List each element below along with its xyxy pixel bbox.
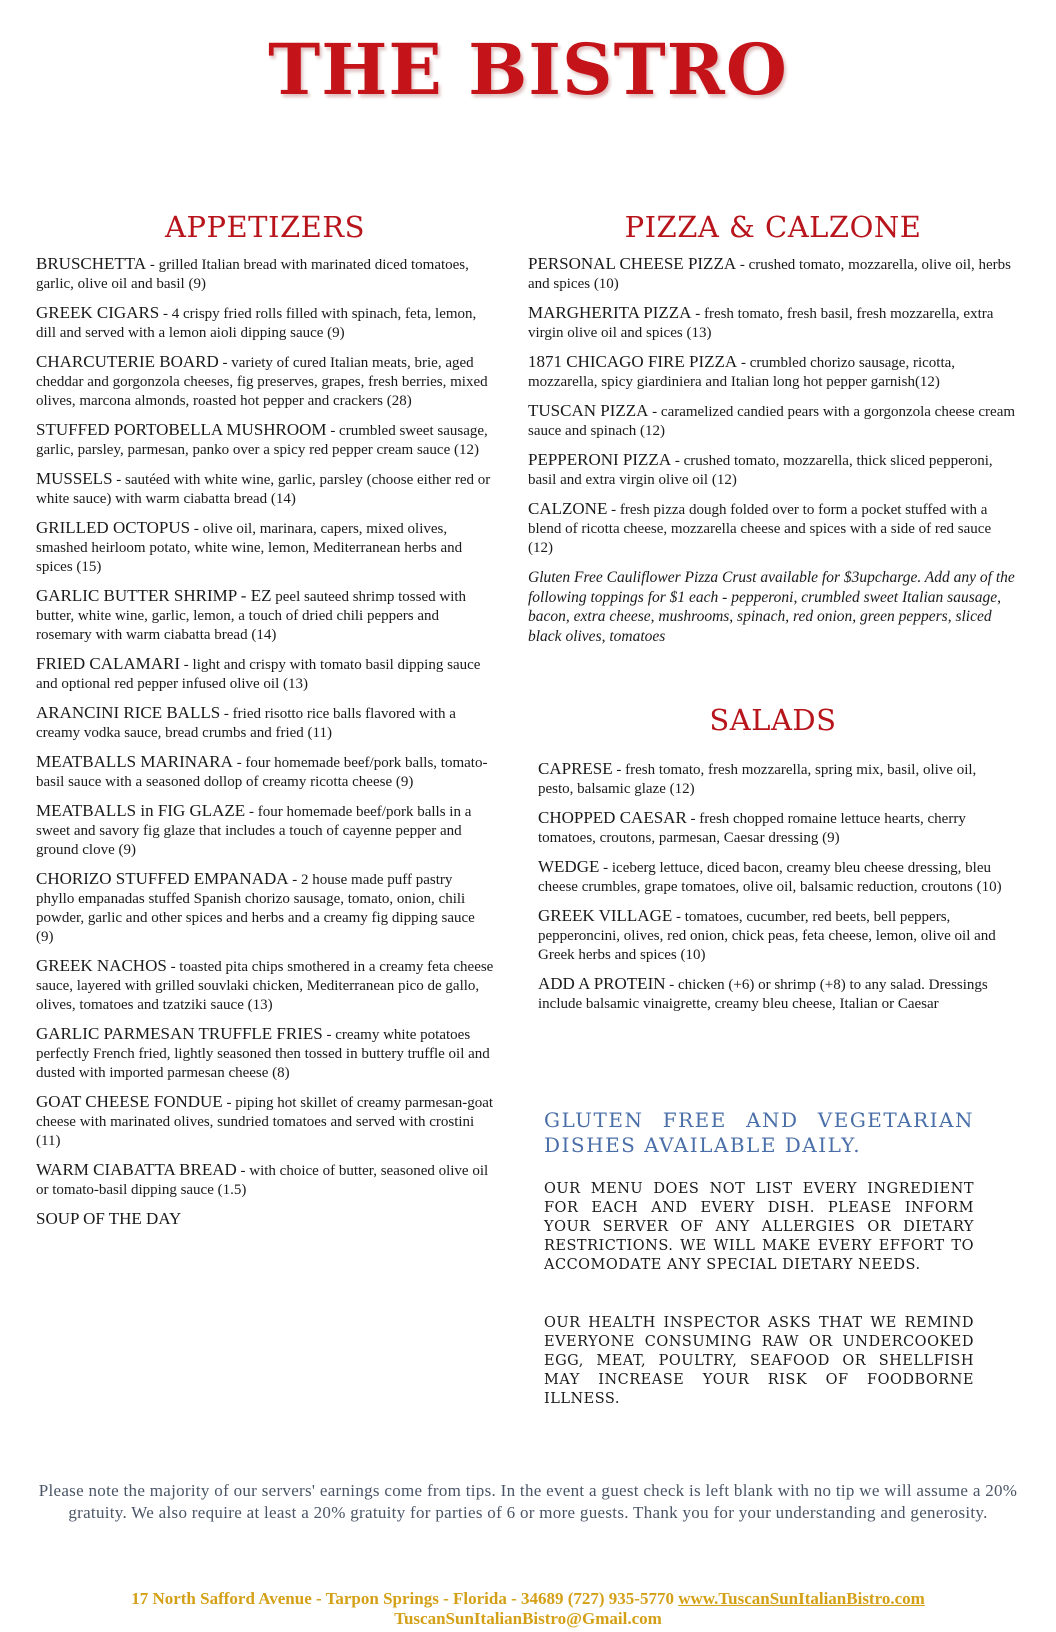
- menu-item-name: GREEK NACHOS: [36, 956, 167, 975]
- menu-item: [528, 254, 1018, 294]
- menu-item: [528, 352, 1018, 392]
- menu-item-description: - creamy white potatoes perfectly French fried, lightly seasoned then tossed in buttery truffle oil and dusted with imported parmesan cheese (8): [36, 1027, 490, 1081]
- pizza-heading: PIZZA & CALZONE: [624, 210, 922, 244]
- menu-item: [538, 808, 1008, 848]
- ingredients-disclaimer: OUR MENU DOES NOT LIST EVERY INGREDIENT FOR EACH AND EVERY DISH. PLEASE INFORM YOUR SERVER OF ANY ALLERGIES OR DIETARY RESTRICTIONS. WE WILL MAKE EVERY EFFORT TO ACCOMODATE ANY SPECIAL DIETARY NEEDS.: [544, 1181, 974, 1273]
- menu-item: [36, 1024, 494, 1083]
- menu-item-description: - chicken (+6) or shrimp (+8) to any salad. Dressings include balsamic vinaigrette, creamy bleu cheese, Italian or Caesar: [538, 977, 988, 1012]
- email[interactable]: TuscanSunItalianBistro@Gmail.com: [394, 1609, 662, 1628]
- menu-item: [36, 869, 494, 947]
- menu-item-description: - fresh pizza dough folded over to form a pocket stuffed with a blend of ricotta cheese, mozzarella cheese and spices with a side of red sauce (12): [528, 502, 992, 556]
- menu-item-name: ARANCINI RICE BALLS: [36, 703, 221, 722]
- menu-item-description: - crushed tomato, mozzarella, olive oil, herbs and spices (10): [528, 257, 1012, 292]
- gratuity-notice: Please note the majority of our servers' earnings come from tips. In the event a guest check is left blank with no tip we will assume a 20% gratuity. We also require at least a 20% gratuity for parties of 6 or more guests. Thank you for your understanding and generosity.: [38, 1481, 1018, 1522]
- menu-item: [538, 906, 1008, 965]
- menu-item: [528, 303, 1018, 343]
- menu-item-name: PERSONAL CHEESE PIZZA: [528, 254, 737, 273]
- menu-item-description: - crumbled sweet sausage, garlic, parsley, parmesan, panko over a spicy red pepper cream sauce (12): [36, 423, 488, 458]
- salads-list: [538, 759, 1008, 1014]
- menu-item-name: MEATBALLS MARINARA: [36, 752, 233, 771]
- menu-item-description: peel sauteed shrimp tossed with butter, white wine, garlic, lemon, a touch of dried chili peppers and rosemary with warm ciabatta bread (14): [36, 589, 467, 643]
- menu-item: [528, 401, 1018, 441]
- restaurant-title: THE BISTRO: [268, 28, 788, 111]
- menu-item-description: - olive oil, marinara, capers, mixed olives, smashed heirloom potato, white wine, lemon, Mediterranean herbs and spices (15): [36, 521, 463, 575]
- menu-item-name: TUSCAN PIZZA: [528, 401, 649, 420]
- menu-item: [36, 518, 494, 577]
- menu-item: [528, 499, 1018, 558]
- menu-item-name: CHOPPED CAESAR: [538, 808, 687, 827]
- menu-item-name: FRIED CALAMARI: [36, 654, 181, 673]
- menu-item-name: BRUSCHETTA: [36, 254, 147, 273]
- menu-item: [36, 654, 494, 694]
- menu-item-description: - crumbled chorizo sausage, ricotta, mozzarella, spicy giardiniera and Italian long hot pepper garnish(12): [528, 355, 956, 390]
- menu-item-description: - caramelized candied pears with a gorgonzola cheese cream sauce and spinach (12): [528, 404, 1016, 439]
- appetizers-list: [36, 254, 494, 1230]
- menu-item-name: GARLIC PARMESAN TRUFFLE FRIES: [36, 1024, 323, 1043]
- menu-item-description: - variety of cured Italian meats, brie, aged cheddar and gorgonzola cheeses, fig preserves, grapes, fresh berries, mixed olives, marcona almonds, roasted hot pepper and crackers (28): [36, 355, 488, 409]
- menu-item-name: STUFFED PORTOBELLA MUSHROOM: [36, 420, 327, 439]
- menu-item-description: - sautéed with white wine, garlic, parsley (choose either red or white sauce) with warm ciabatta bread (14): [36, 472, 491, 507]
- menu-item: [36, 801, 494, 860]
- menu-item-description: - fresh tomato, fresh basil, fresh mozzarella, extra virgin olive oil and spices (13): [528, 306, 994, 341]
- menu-item-description: - four homemade beef/pork balls in a sweet and savory fig glaze that includes a touch of cayenne pepper and ground clove (9): [36, 804, 472, 858]
- menu-item-name: GOAT CHEESE FONDUE: [36, 1092, 223, 1111]
- appetizers-section: [36, 210, 494, 1239]
- menu-item-description: - toasted pita chips smothered in a creamy feta cheese sauce, layered with grilled souvlaki chicken, Mediterranean pico de gallo, olives, tomatoes and tzatziki sauce (13): [36, 959, 494, 1013]
- menu-item: [36, 1092, 494, 1151]
- menu-item-name: CALZONE: [528, 499, 608, 518]
- menu-item-name: GRILLED OCTOPUS: [36, 518, 191, 537]
- menu-item: [36, 1160, 494, 1200]
- menu-item-name: MARGHERITA PIZZA: [528, 303, 692, 322]
- menu-item-description: - with choice of butter, seasoned olive oil or tomato-basil dipping sauce (1.5): [36, 1163, 489, 1198]
- salads-heading: SALADS: [709, 703, 837, 737]
- menu-item-description: - iceberg lettuce, diced bacon, creamy bleu cheese dressing, bleu cheese crumbles, grape tomatoes, olive oil, balsamic reduction, croutons (10): [538, 860, 1002, 895]
- menu-item-name: WARM CIABATTA BREAD: [36, 1160, 237, 1179]
- health-disclaimer: OUR HEALTH INSPECTOR ASKS THAT WE REMIND EVERYONE CONSUMING RAW OR UNDERCOOKED EGG, MEAT, POULTRY, SEAFOOD OR SHELLFISH MAY INCREASE YOUR RISK OF FOODBORNE ILLNESS.: [544, 1315, 974, 1407]
- menu-item-name: GREEK CIGARS: [36, 303, 160, 322]
- menu-item-name: MUSSELS: [36, 469, 113, 488]
- salads-section: [538, 703, 1008, 1023]
- menu-item: [36, 420, 494, 460]
- menu-item-name: CHORIZO STUFFED EMPANADA: [36, 869, 289, 888]
- menu-item-name: SOUP OF THE DAY: [36, 1209, 182, 1228]
- website-link[interactable]: www.TuscanSunItalianBistro.com: [678, 1589, 925, 1608]
- menu-item: [36, 1209, 494, 1230]
- menu-item: [36, 352, 494, 411]
- menu-item-name: CHARCUTERIE BOARD: [36, 352, 219, 371]
- menu-item: [36, 956, 494, 1015]
- menu-item-name: MEATBALLS in FIG GLAZE: [36, 801, 246, 820]
- menu-item-description: - piping hot skillet of creamy parmesan-goat cheese with marinated olives, sundried tomatoes and served with crostini (11): [36, 1095, 494, 1149]
- menu-item: [36, 586, 494, 645]
- menu-item: [538, 759, 1008, 799]
- menu-item: [538, 974, 1008, 1014]
- menu-item-name: ADD A PROTEIN: [538, 974, 666, 993]
- appetizers-heading: APPETIZERS: [165, 210, 365, 244]
- pizza-note: Gluten Free Cauliflower Pizza Crust available for $3upcharge. Add any of the following toppings for $1 each - pepperoni, crumbled sweet Italian sausage, bacon, extra cheese, mushrooms, spinach, red onion, green peppers, sliced black olives, tomatoes: [528, 569, 1015, 645]
- menu-item-description: - grilled Italian bread with marinated diced tomatoes, garlic, olive oil and basil (9): [36, 257, 469, 292]
- contact-info: [20, 1589, 1036, 1629]
- menu-item-description: - fresh tomato, fresh mozzarella, spring mix, basil, olive oil, pesto, balsamic glaze (12): [538, 762, 977, 797]
- menu-item-description: - fresh chopped romaine lettuce hearts, cherry tomatoes, croutons, parmesan, Caesar dressing (9): [538, 811, 966, 846]
- menu-item: [36, 254, 494, 294]
- menu-item-name: WEDGE: [538, 857, 600, 876]
- menu-item: [36, 469, 494, 509]
- menu-item-description: - 4 crispy fried rolls filled with spinach, feta, lemon, dill and served with a lemon aioli dipping sauce (9): [36, 306, 477, 341]
- menu-item-description: - four homemade beef/pork balls, tomato-basil sauce with a seasoned dollop of creamy ricotta cheese (9): [36, 755, 488, 790]
- menu-item-description: - 2 house made puff pastry phyllo empanadas stuffed Spanish chorizo sausage, tomato, onion, chili powder, garlic and other spices and herbs and a creamy fig dipping sauce (9): [36, 872, 475, 945]
- address: 17 North Safford Avenue - Tarpon Springs - Florida - 34689 (727) 935-5770: [131, 1589, 679, 1608]
- menu-item: [538, 857, 1008, 897]
- menu-item: [36, 303, 494, 343]
- menu-item-name: GREEK VILLAGE: [538, 906, 673, 925]
- menu-item-name: GARLIC BUTTER SHRIMP - EZ: [36, 586, 272, 605]
- menu-item-name: 1871 CHICAGO FIRE PIZZA: [528, 352, 738, 371]
- menu-item-name: CAPRESE: [538, 759, 613, 778]
- menu-item-description: - light and crispy with tomato basil dipping sauce and optional red pepper infused olive oil (13): [36, 657, 481, 692]
- menu-item: [36, 752, 494, 792]
- pizza-list: [528, 254, 1018, 558]
- pizza-section: [528, 210, 1018, 646]
- menu-item: [528, 450, 1018, 490]
- gluten-free-notice: GLUTEN FREE AND VEGETARIAN DISHES AVAILABLE DAILY.: [544, 1108, 974, 1157]
- menu-item-description: - fried risotto rice balls flavored with a creamy vodka sauce, bread crumbs and fried (11): [36, 706, 456, 741]
- menu-item-description: - tomatoes, cucumber, red beets, bell peppers, pepperoncini, olives, red onion, chick peas, feta cheese, lemon, olive oil and Greek herbs and spices (10): [538, 909, 996, 963]
- menu-item: [36, 703, 494, 743]
- menu-item-name: PEPPERONI PIZZA: [528, 450, 672, 469]
- menu-item-description: - crushed tomato, mozzarella, thick sliced pepperoni, basil and extra virgin olive oil (12): [528, 453, 993, 488]
